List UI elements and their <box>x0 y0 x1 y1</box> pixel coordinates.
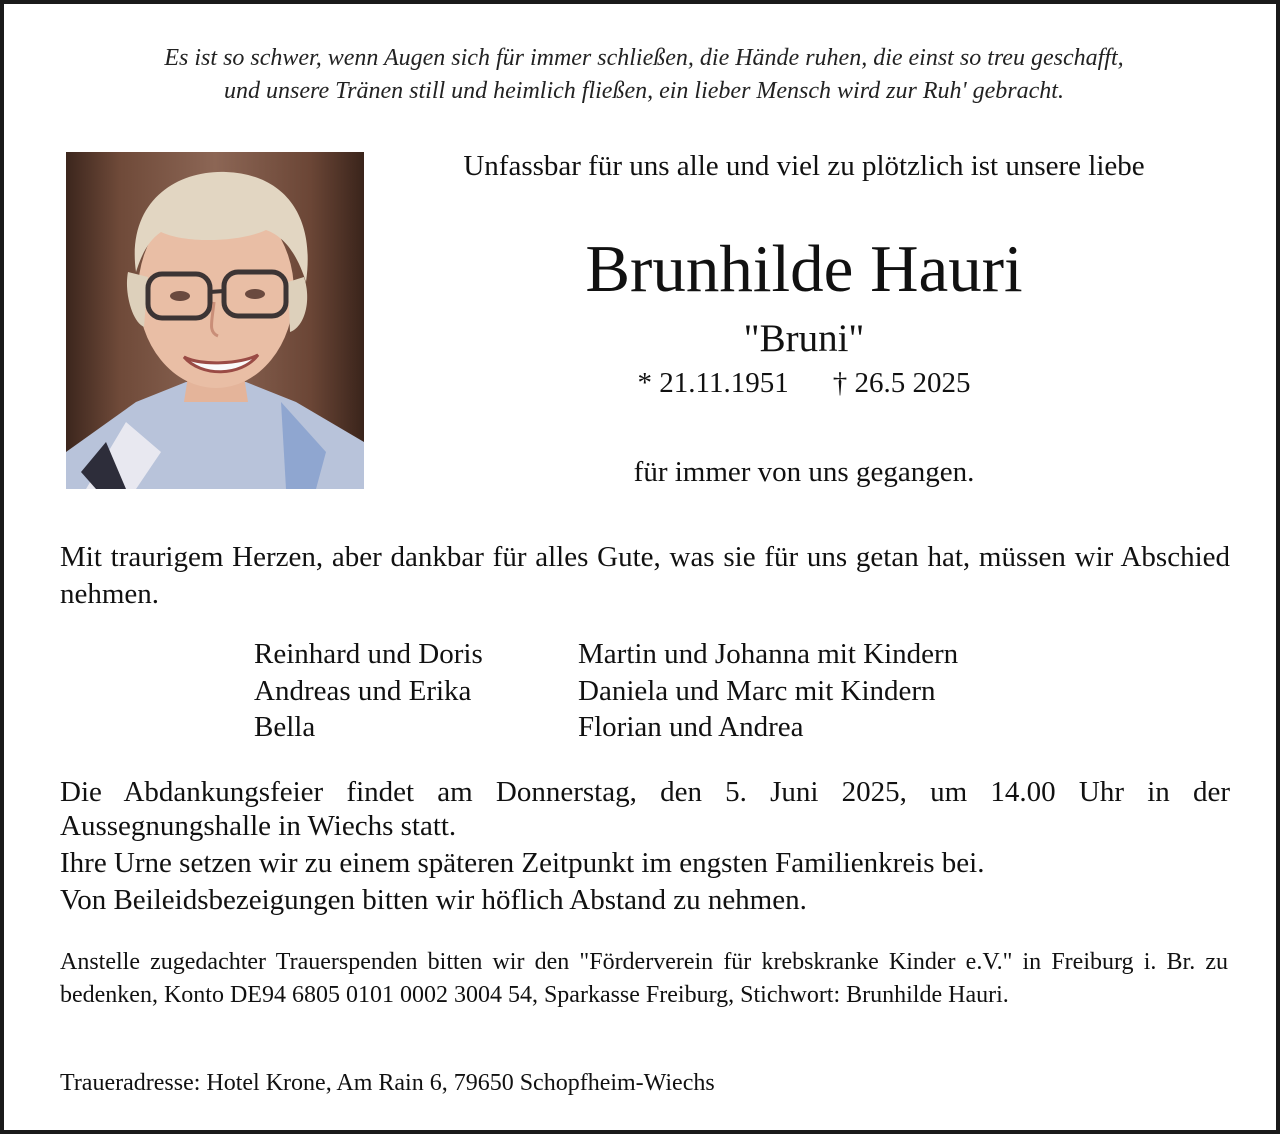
farewell-text: Mit traurigem Herzen, aber dankbar für alles Gute, was sie für uns getan hat, müssen wir Abschied nehmen. <box>60 541 1230 610</box>
passed-away-text: für immer von uns gegangen. <box>633 456 975 488</box>
mourners-column-left <box>254 636 574 746</box>
portrait-photo <box>66 152 364 489</box>
urn-burial-info: Ihre Urne setzen wir zu einem späteren Zeitpunkt im engsten Familienkreis bei. <box>60 847 985 879</box>
deceased-name: Brunhilde Hauri <box>585 232 1023 306</box>
poem-line: Es ist so schwer, wenn Augen sich für immer schließen, die Hände ruhen, die einst so treu geschafft, <box>164 45 1124 71</box>
mourner-name: Bella <box>254 711 316 743</box>
mourner-name: Florian und Andrea <box>578 711 804 743</box>
donation-request: Anstelle zugedachter Trauerspenden bitten wir den "Förderverein für krebskranke Kinder e.V." in Freiburg i. Br. zu bedenken, Konto DE94 6805 0101 0002 3004 54, Sparkasse Freiburg, Stichwort: Brunhilde Hauri. <box>60 949 1228 1008</box>
mourner-name: Reinhard und Doris <box>254 638 483 670</box>
service-info-line: Aussegnungshalle in Wiechs statt. <box>60 810 457 842</box>
mourners-column-right <box>578 636 1158 746</box>
birth-date: * 21.11.1951 <box>637 367 789 399</box>
mourner-name: Martin und Johanna mit Kindern <box>578 638 959 670</box>
memorial-poem <box>44 42 1244 108</box>
intro-text: Unfassbar für uns alle und viel zu plötzlich ist unsere liebe <box>463 150 1145 182</box>
portrait-illustration <box>66 152 364 489</box>
condolence-request: Von Beileidsbezeigungen bitten wir höflich Abstand zu nehmen. <box>60 884 807 916</box>
mourner-name: Daniela und Marc mit Kindern <box>578 674 936 707</box>
service-info-line: Die Abdankungsfeier findet am Donnerstag, den 5. Juni 2025, um 14.00 Uhr in der <box>60 776 1230 808</box>
deceased-nickname: "Bruni" <box>743 317 865 360</box>
poem-line: und unsere Tränen still und heimlich fließen, ein lieber Mensch wird zur Ruh' gebracht. <box>224 78 1064 104</box>
mourning-address: Traueradresse: Hotel Krone, Am Rain 6, 79650 Schopfheim-Wiechs <box>60 1070 715 1096</box>
life-dates <box>374 367 1234 400</box>
mourner-name: Andreas und Erika <box>254 674 472 707</box>
death-date: † 26.5 2025 <box>832 367 971 399</box>
